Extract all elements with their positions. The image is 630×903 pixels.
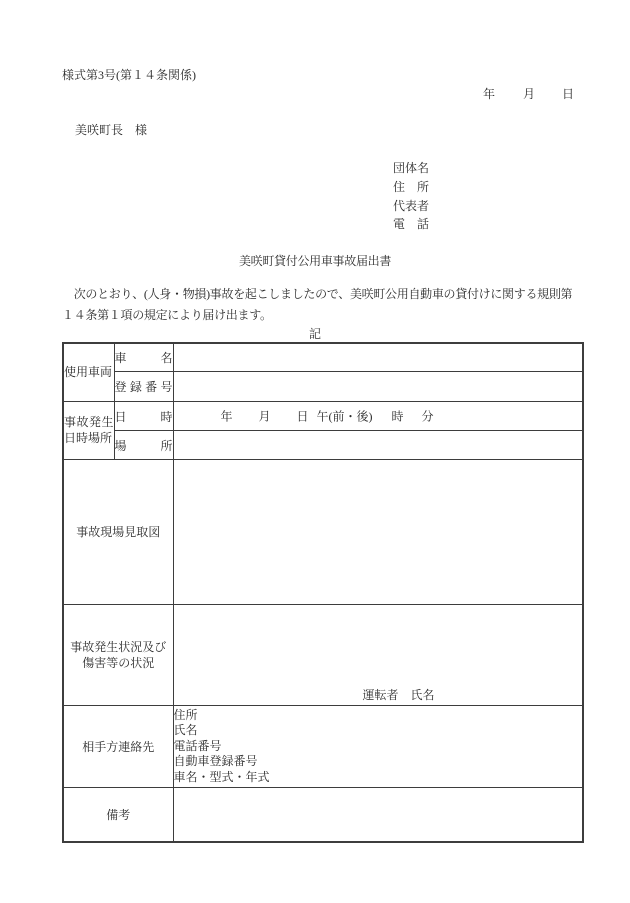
addressee: 美咲町長 様 <box>75 123 148 137</box>
accident-datetime-field <box>173 402 583 431</box>
datetime-hour-label: 時 <box>391 409 404 424</box>
contact-registration-label: 自動車登録番号 <box>173 754 258 769</box>
driver-name-label: 運転者 氏名 <box>362 688 435 702</box>
contact-name-label: 氏名 <box>173 723 198 738</box>
datetime-minute-label: 分 <box>421 409 434 424</box>
other-party-contact-label: 相手方連絡先 <box>63 706 173 788</box>
sender-representative-label: 代表者 <box>393 198 430 213</box>
situation-label-line2: 傷害等の状況 <box>82 656 155 670</box>
document-title: 美咲町貸付公用車事故届出書 <box>238 254 392 268</box>
datetime-month-label: 月 <box>258 409 271 424</box>
date-month-label: 月 <box>523 87 536 101</box>
registration-number-label: 登録番号 <box>114 372 173 402</box>
table-row <box>63 402 583 431</box>
body-line-2: １４条第１項の規定により届け出ます。 <box>62 307 272 322</box>
situation-label-line1: 事故発生状況及び <box>70 640 167 654</box>
accident-place-field <box>173 431 583 460</box>
remarks-field <box>173 788 583 843</box>
date-year-label: 年 <box>483 87 496 101</box>
form-number: 様式第3号(第１４条関係) <box>62 68 196 82</box>
table-row <box>63 431 583 460</box>
table-row <box>63 460 583 605</box>
accident-place-label: 場所 <box>114 431 173 460</box>
note-mark: 記 <box>308 327 321 341</box>
contact-car-model-label: 車名・型式・年式 <box>173 769 270 784</box>
vehicle-group-label: 使用車両 <box>63 343 114 402</box>
contact-phone-label: 電話番号 <box>173 738 222 753</box>
date-day-label: 日 <box>562 87 575 101</box>
situation-label <box>63 605 173 706</box>
vehicle-name-field <box>173 343 583 372</box>
table-row <box>63 372 583 402</box>
remarks-label: 備考 <box>63 788 173 843</box>
datetime-day-label: 日 <box>296 409 309 424</box>
other-party-contact-field <box>173 706 583 788</box>
table-row <box>63 706 583 788</box>
registration-number-field <box>173 372 583 402</box>
datetime-year-label: 年 <box>220 409 233 424</box>
body-line-1: 次のとおり、(人身・物損)事故を起こしましたので、美咲町公用自動車の貸付けに関する規則第 <box>62 287 573 301</box>
table-row <box>63 788 583 843</box>
report-table <box>62 342 584 843</box>
accident-datetime-label: 日時 <box>114 402 173 431</box>
datetime-ampm-label: 午(前・後) <box>316 409 373 424</box>
scene-sketch-label: 事故現場見取図 <box>63 460 173 605</box>
contact-address-label: 住所 <box>173 707 198 722</box>
accident-group-label: 事故発生日時場所 <box>63 402 114 460</box>
sender-org-label: 団体名 <box>393 161 430 175</box>
situation-field <box>173 605 583 706</box>
table-row <box>63 605 583 706</box>
scene-sketch-field <box>173 460 583 605</box>
sender-address-label: 住 所 <box>393 179 430 194</box>
sender-phone-label: 電 話 <box>393 217 430 232</box>
sender-block <box>393 159 429 234</box>
body-paragraph <box>62 284 582 325</box>
table-row <box>63 343 583 372</box>
vehicle-name-label: 車名 <box>114 343 173 372</box>
